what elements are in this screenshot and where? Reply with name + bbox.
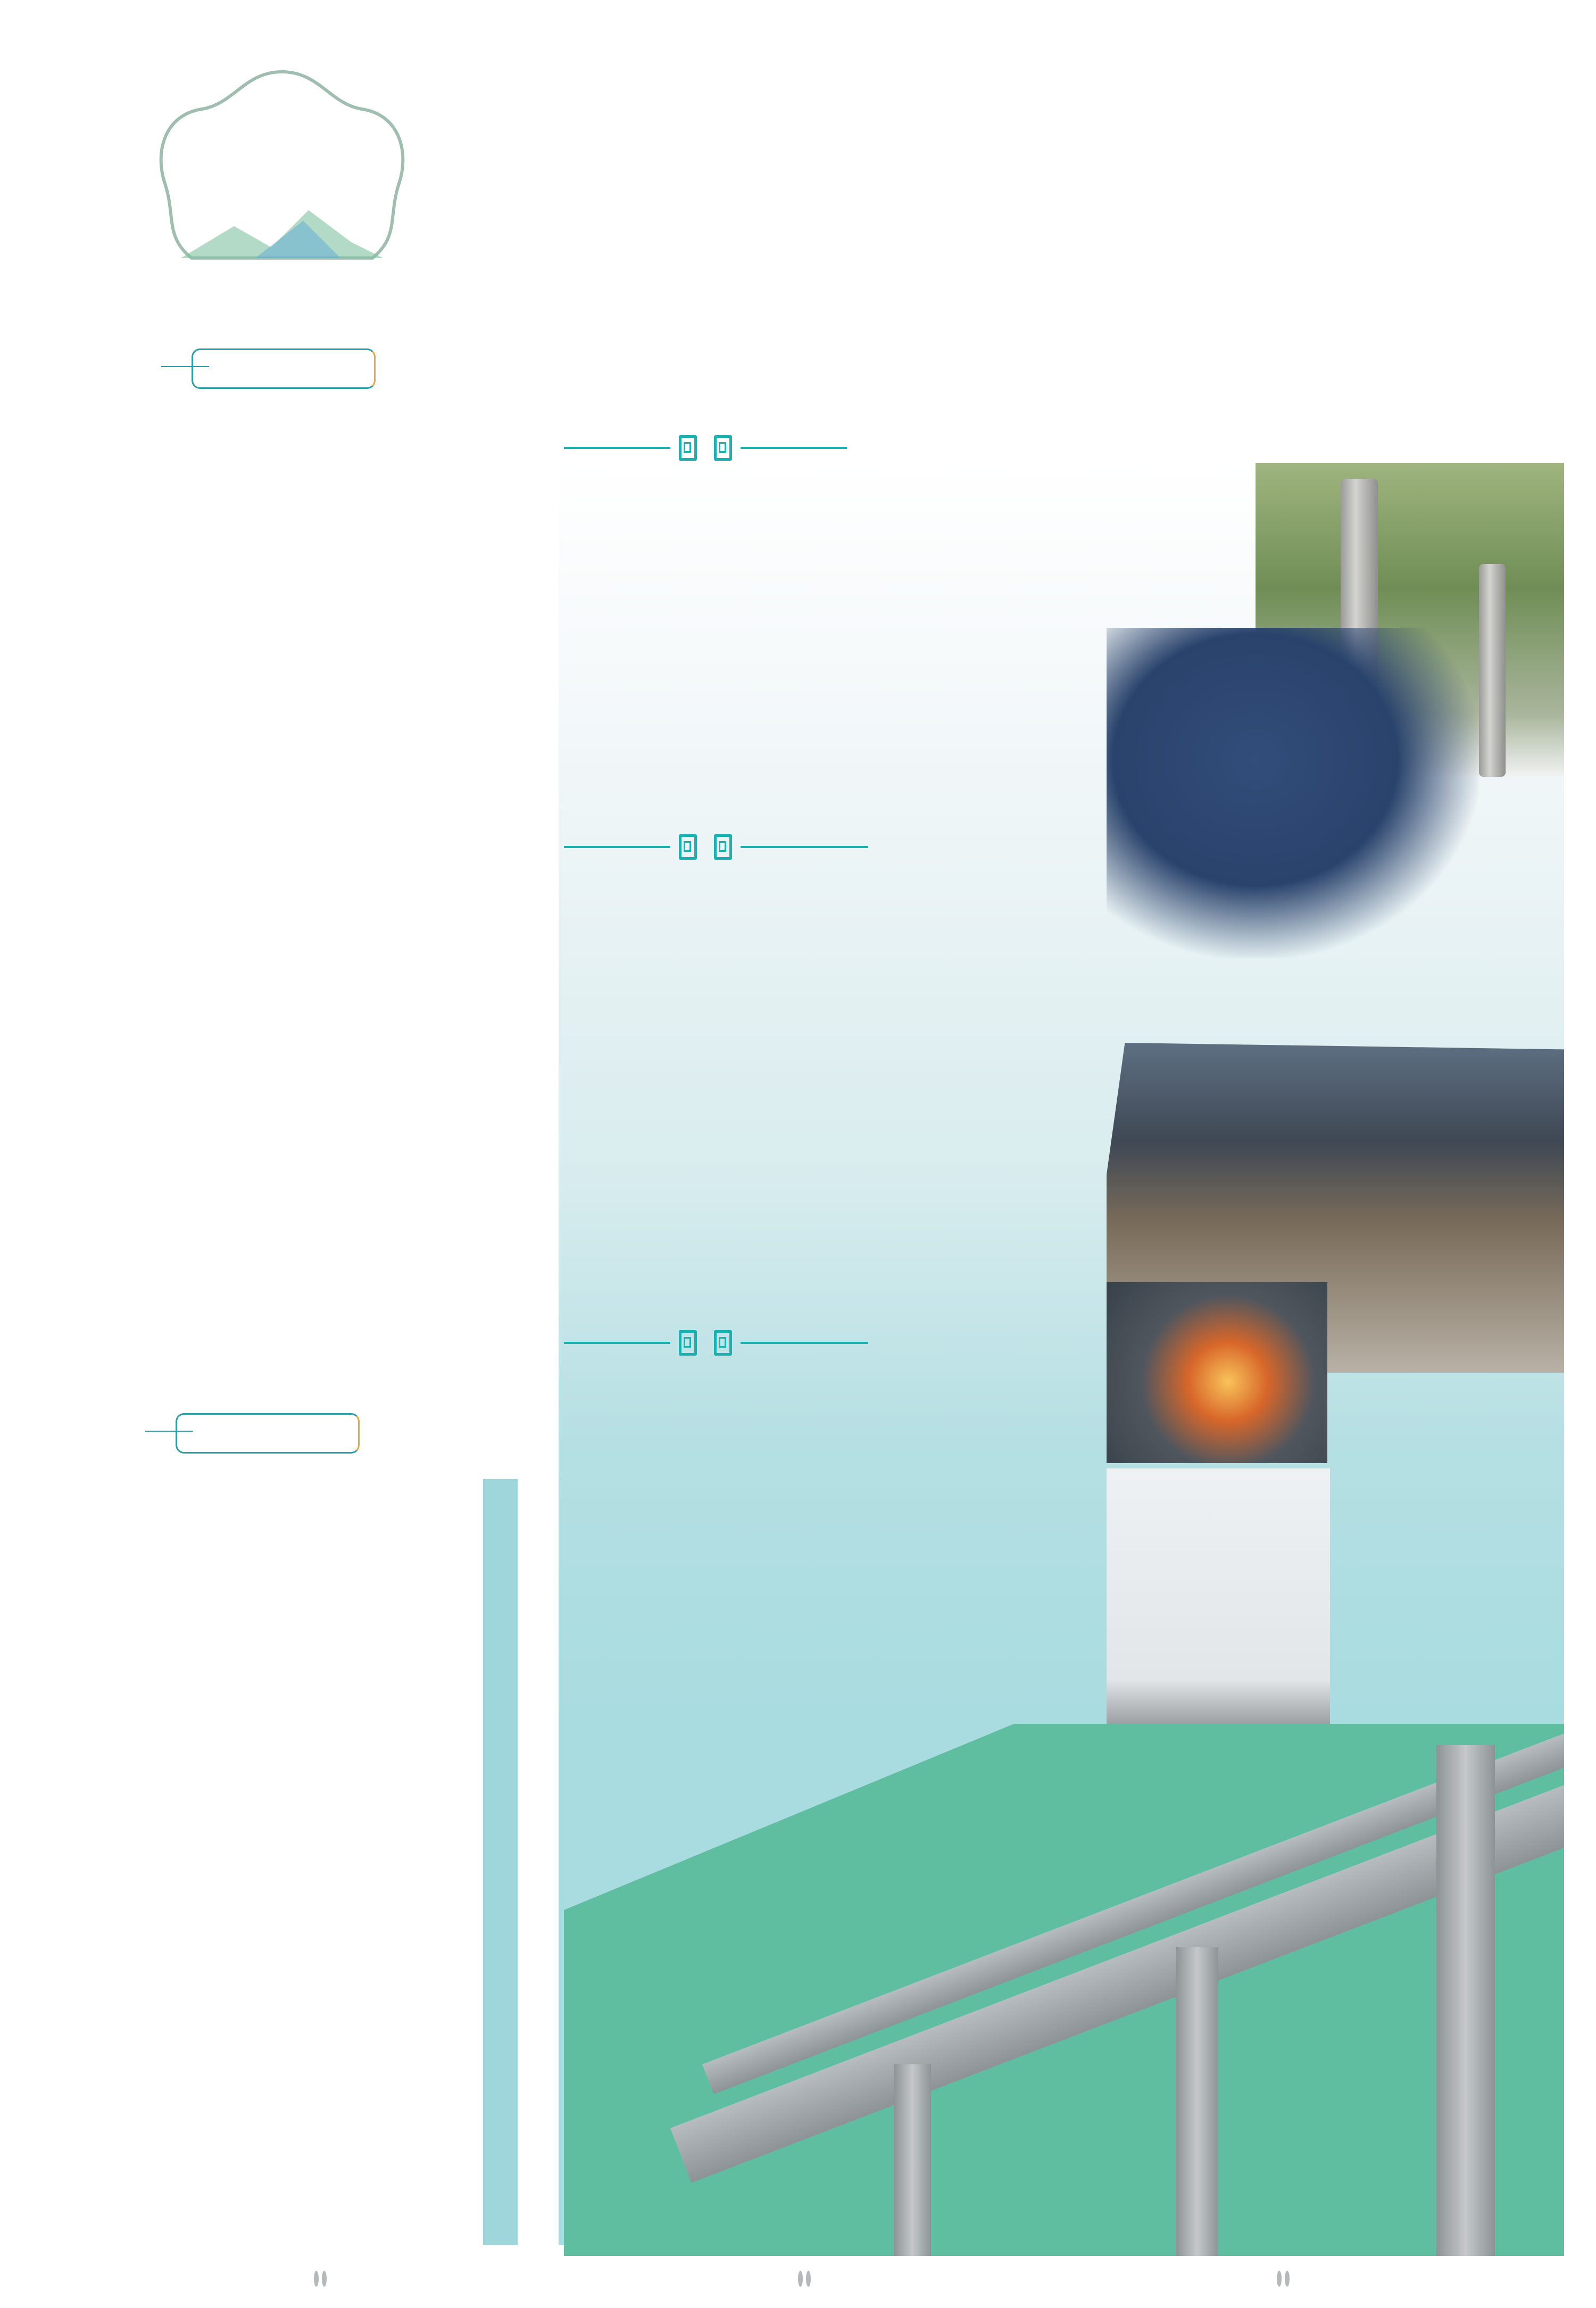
knot-ornament-icon	[679, 1330, 697, 1356]
decorative-strip	[483, 1479, 518, 2245]
rule-line	[741, 846, 868, 848]
photo-leicha-maker	[1107, 628, 1479, 958]
knot-ornament-icon	[679, 435, 697, 461]
rule-line	[741, 447, 847, 449]
page-mark	[798, 2271, 811, 2287]
rule-line	[564, 846, 670, 848]
series-logo	[149, 67, 415, 279]
gate-post	[894, 2064, 931, 2256]
knot-ornament-icon	[714, 435, 732, 461]
rule-line	[564, 1342, 670, 1344]
section-header-1	[564, 435, 847, 461]
series-top-line	[242, 88, 332, 109]
page-mark	[1277, 2271, 1290, 2287]
knot-ornament-icon	[679, 834, 697, 860]
gate-post	[1176, 1947, 1218, 2256]
section-header-2	[564, 834, 868, 860]
knot-ornament-icon	[714, 834, 732, 860]
gate-post	[1436, 1745, 1495, 2256]
photo-rice-wine-baking	[1107, 1282, 1327, 1463]
knot-ornament-icon	[714, 1330, 732, 1356]
page-mark	[314, 2271, 327, 2287]
pillar-shape	[1479, 564, 1506, 777]
section-header-3	[564, 1330, 868, 1356]
rule-line	[564, 447, 670, 449]
column-label-heluo-ketan	[192, 348, 376, 389]
rule-line	[741, 1342, 868, 1344]
column-label-qianxi-kejia	[176, 1413, 360, 1454]
gate-beam	[670, 1766, 1564, 2183]
